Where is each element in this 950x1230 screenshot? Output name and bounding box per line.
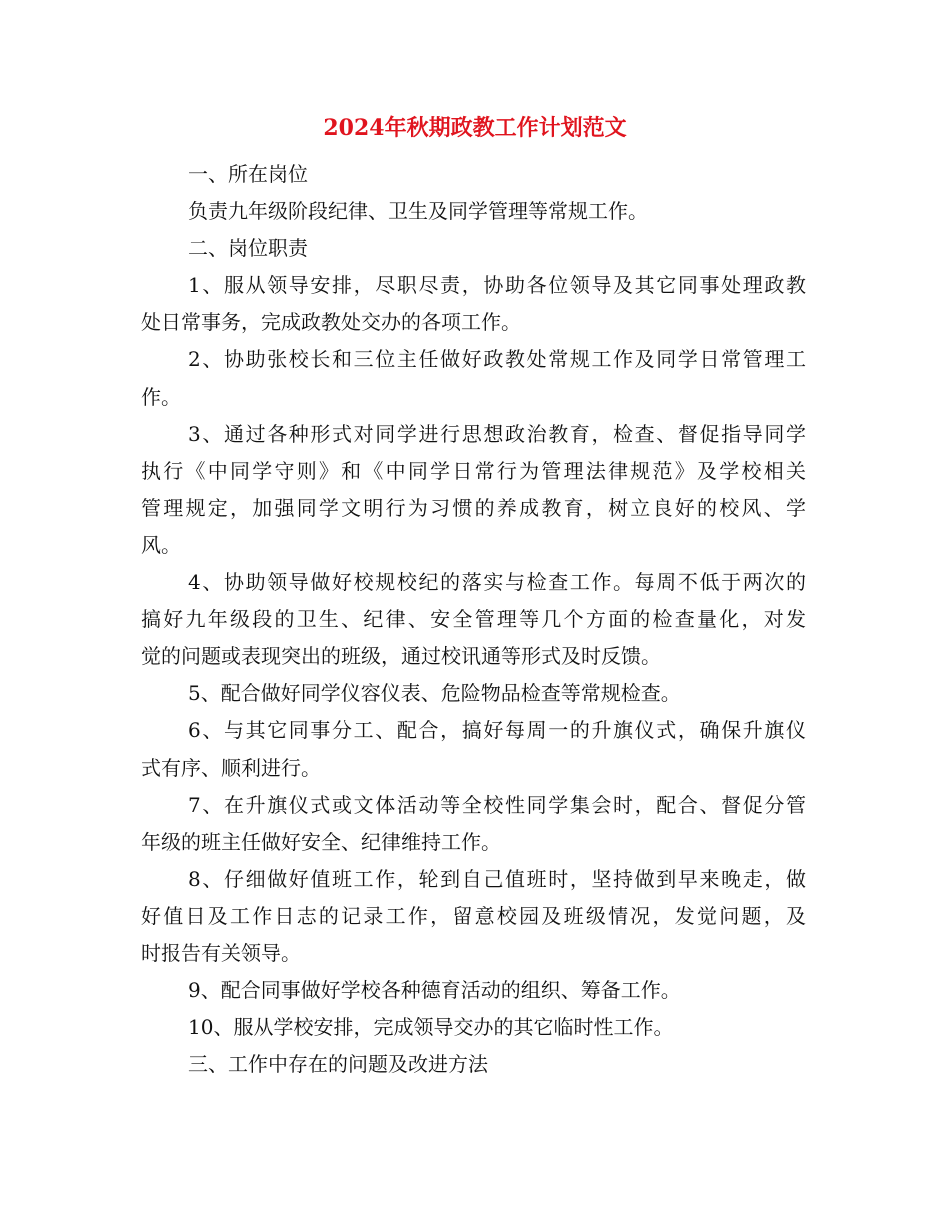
text-line: 二、岗位职责 — [188, 236, 308, 261]
paragraph — [141, 341, 806, 415]
paragraph — [141, 267, 806, 341]
text-line: 时报告有关领导。 — [141, 940, 301, 965]
text-line: 觉的问题或表现突出的班级，通过校讯通等形式及时反馈。 — [141, 644, 661, 669]
text-line: 式有序、顺利进行。 — [141, 755, 321, 780]
text-line: 1、服从领导安排，尽职尽责，协助各位领导及其它同事处理政教 — [188, 273, 806, 298]
text-line: 三、工作中存在的问题及改进方法 — [188, 1052, 488, 1077]
document-title: 2024年秋期政教工作计划范文 — [323, 115, 627, 141]
paragraph — [141, 1009, 806, 1046]
text-line: 管理规定，加强同学文明行为习惯的养成教育，树立良好的校风、学 — [141, 495, 806, 520]
paragraph — [141, 675, 806, 712]
text-line: 作。 — [141, 384, 181, 409]
text-line: 执行《中同学守则》和《中同学日常行为管理法律规范》及学校相关 — [141, 458, 806, 483]
text-line: 7、在升旗仪式或文体活动等全校性同学集会时，配合、督促分管 — [188, 792, 806, 817]
text-line: 搞好九年级段的卫生、纪律、安全管理等几个方面的检查量化，对发 — [141, 607, 806, 632]
text-line: 9、配合同事做好学校各种德育活动的组织、筹备工作。 — [188, 978, 681, 1003]
text-line: 年级的班主任做好安全、纪律维持工作。 — [141, 829, 501, 854]
text-line: 一、所在岗位 — [188, 162, 308, 186]
text-line: 2、协助张校长和三位主任做好政教处常规工作及同学日常管理工 — [188, 347, 806, 372]
paragraph — [141, 230, 806, 267]
paragraph — [141, 787, 806, 861]
text-line: 处日常事务，完成政教处交办的各项工作。 — [141, 310, 521, 335]
paragraph — [141, 1046, 806, 1083]
text-line: 负责九年级阶段纪律、卫生及同学管理等常规工作。 — [188, 199, 648, 224]
paragraph — [141, 972, 806, 1009]
text-line: 8、仔细做好值班工作，轮到自己值班时，坚持做到早来晚走，做 — [188, 866, 806, 891]
paragraph — [141, 861, 806, 972]
paragraph — [141, 156, 806, 193]
text-line: 好值日及工作日志的记录工作，留意校园及班级情况，发觉问题，及 — [141, 903, 806, 928]
text-line: 10、服从学校安排，完成领导交办的其它临时性工作。 — [188, 1015, 674, 1040]
text-line: 6、与其它同事分工、配合，搞好每周一的升旗仪式，确保升旗仪 — [188, 718, 806, 743]
text-line: 风。 — [141, 532, 181, 557]
text-line: 3、通过各种形式对同学进行思想政治教育，检查、督促指导同学 — [188, 421, 806, 446]
paragraph — [141, 564, 806, 675]
text-line: 4、协助领导做好校规校纪的落实与检查工作。每周不低于两次的 — [188, 570, 806, 595]
text-line: 5、配合做好同学仪容仪表、危险物品检查等常规检查。 — [188, 681, 681, 706]
paragraph — [141, 193, 806, 230]
document-body — [141, 156, 806, 1083]
paragraph — [141, 416, 806, 564]
paragraph — [141, 712, 806, 786]
